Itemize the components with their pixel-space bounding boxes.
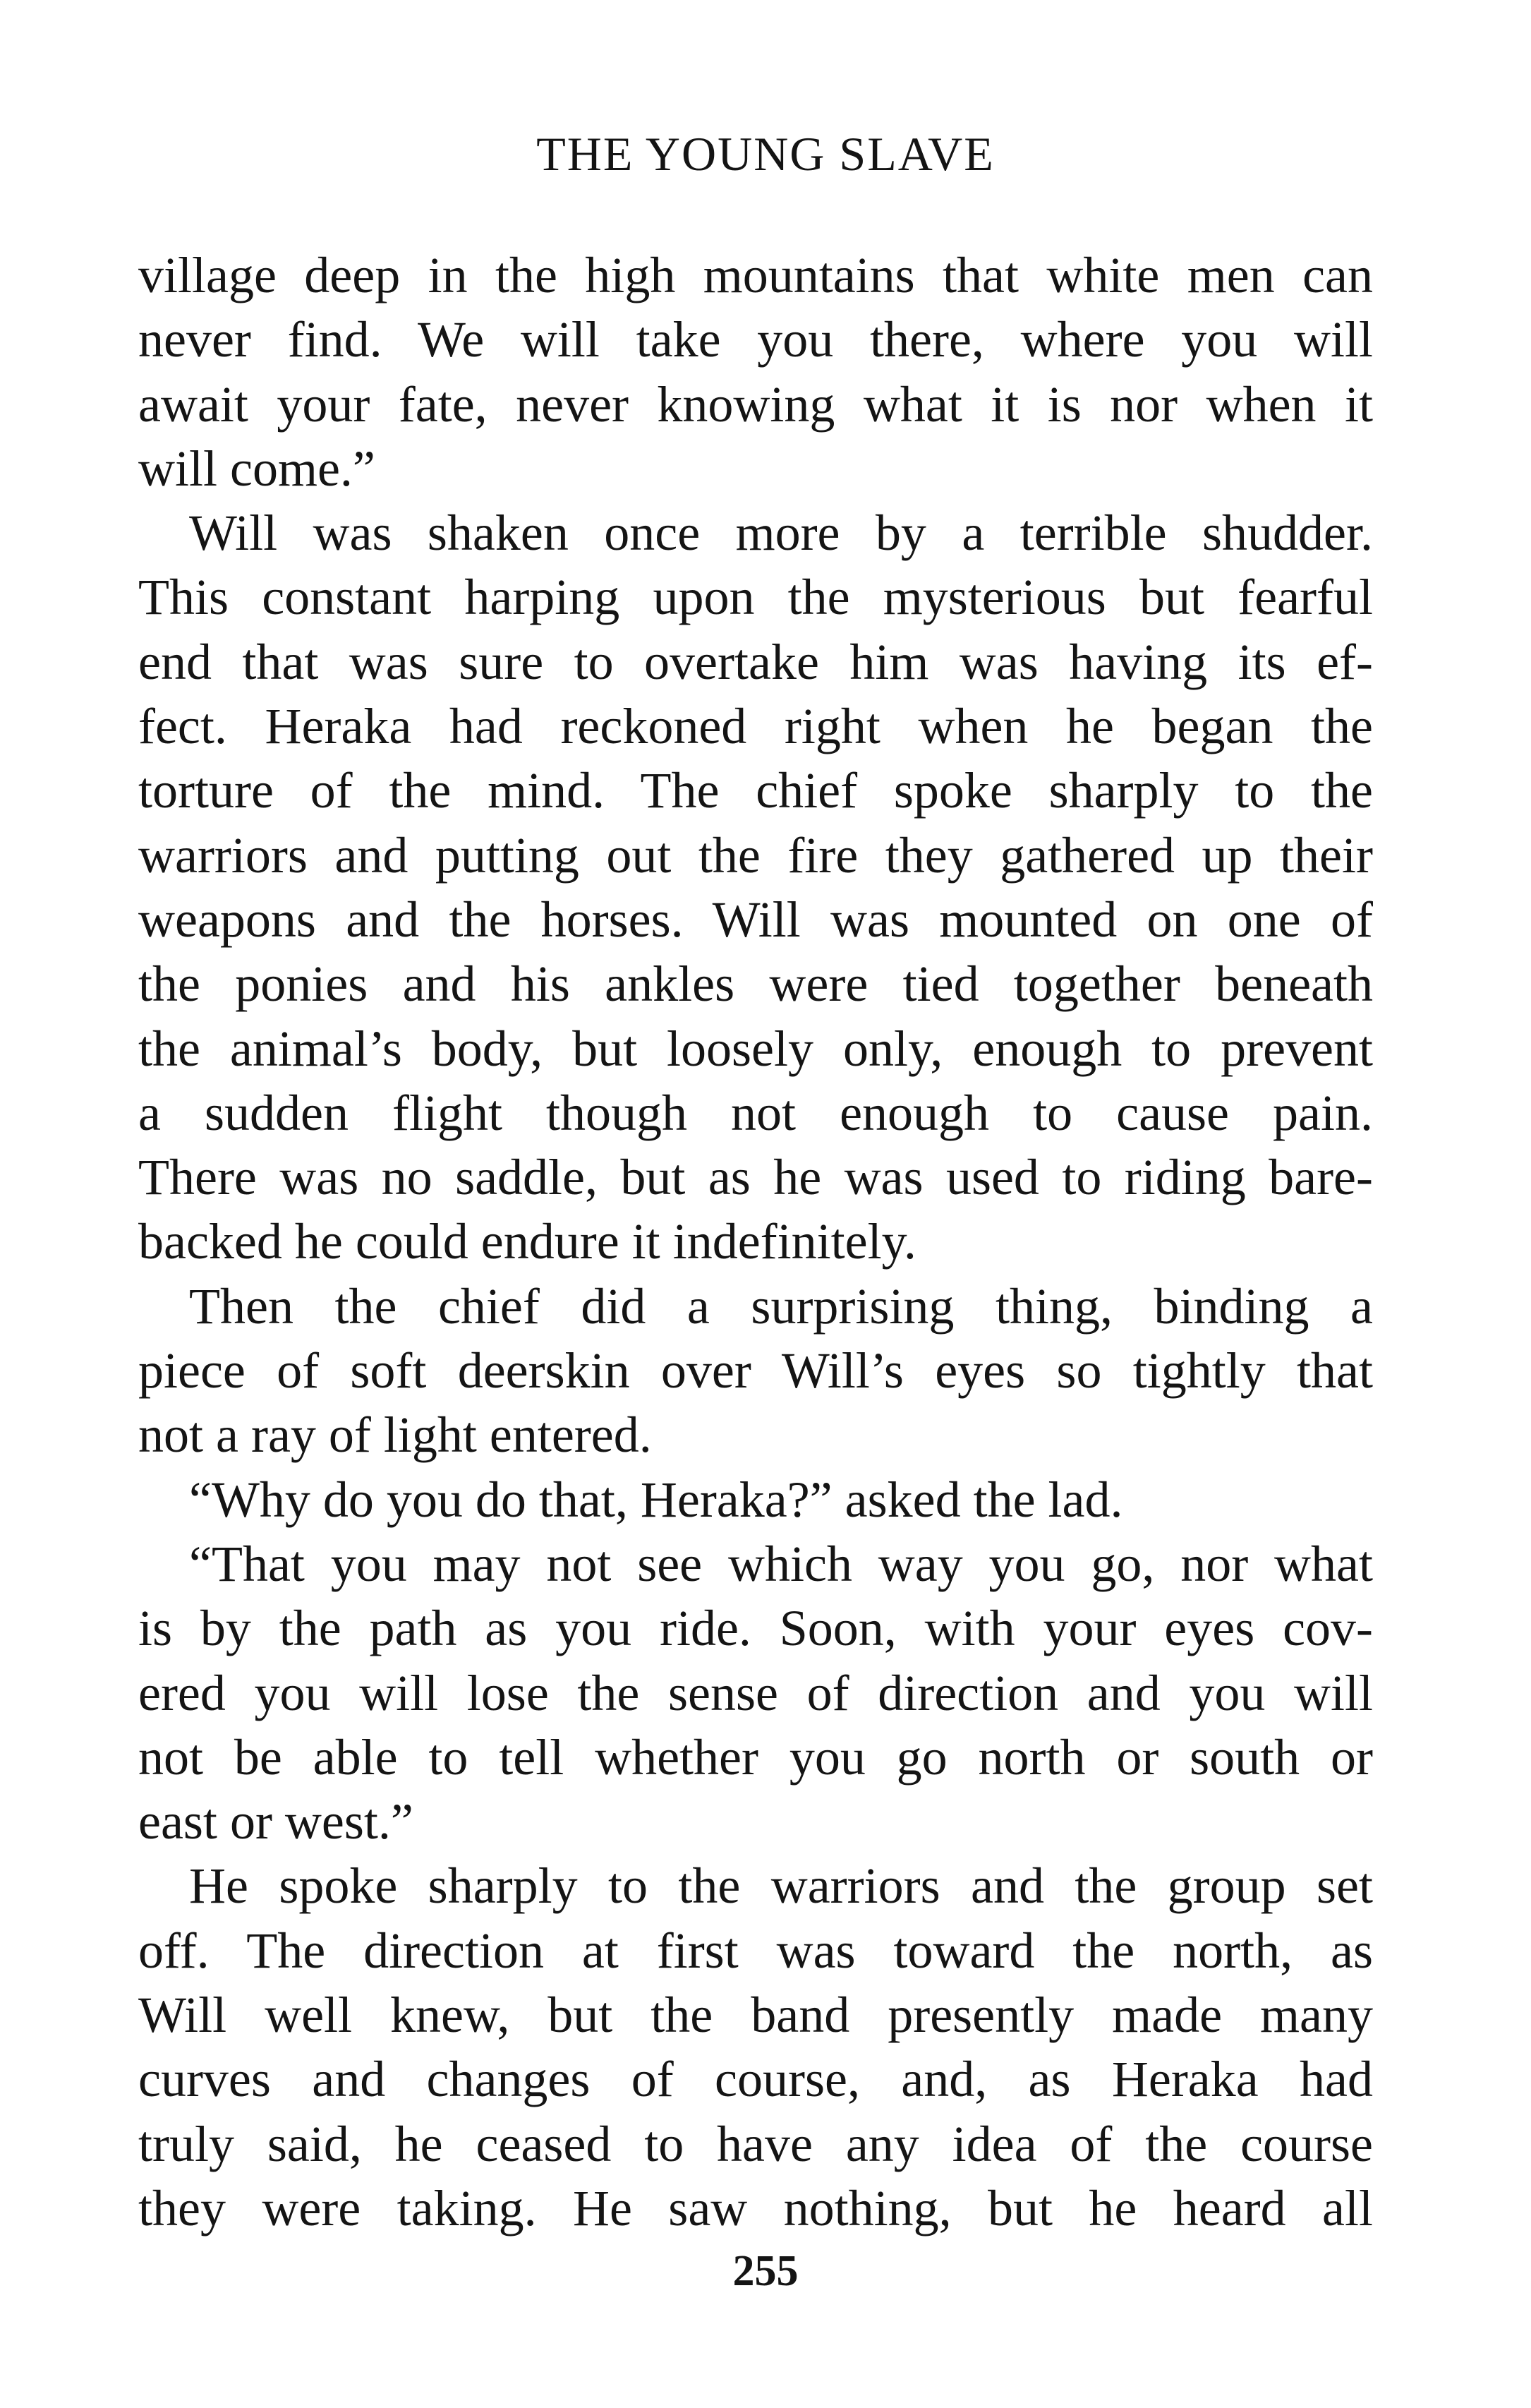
text-line: village deep in the high mountains that white men can (138, 247, 1373, 303)
text-line: await your fate, never knowing what it is nor when it (138, 375, 1373, 433)
text-line: not be able to tell whether you go north or south or (138, 1728, 1373, 1786)
text-line: they were taking. He saw nothing, but he heard all (138, 2179, 1373, 2237)
text-line: Will was shaken once more by a terrible shudder. (189, 505, 1373, 562)
text-line: east or west.” (138, 1793, 413, 1850)
text-line: truly said, he ceased to have any idea of the course (138, 2115, 1373, 2172)
running-head: THE YOUNG SLAVE (536, 127, 995, 181)
text-line: a sudden flight though not enough to cause pain. (138, 1084, 1373, 1141)
text-line: off. The direction at first was toward the north, as (138, 1922, 1373, 1979)
text-line: will come.” (138, 440, 375, 497)
text-line: is by the path as you ride. Soon, with your eyes cov- (138, 1600, 1373, 1657)
body-text (138, 243, 1373, 2241)
text-line: ered you will lose the sense of direction and you will (138, 1664, 1373, 1721)
text-line: This constant harping upon the mysterious but fearful (138, 569, 1373, 626)
text-line: warriors and putting out the fire they gathered up their (138, 826, 1373, 884)
text-line: not a ray of light entered. (138, 1407, 652, 1464)
text-line: There was no saddle, but as he was used to riding bare- (138, 1149, 1373, 1206)
text-line: curves and changes of course, and, as Heraka had (138, 2051, 1373, 2108)
text-line: He spoke sharply to the warriors and the group set (189, 1858, 1373, 1915)
text-line: Will well knew, but the band presently made many (138, 1987, 1373, 2044)
text-line: torture of the mind. The chief spoke sharply to the (138, 762, 1373, 819)
text-line: Then the chief did a surprising thing, binding a (189, 1277, 1373, 1335)
page-number: 255 (732, 2247, 799, 2295)
text-line: weapons and the horses. Will was mounted on one of (138, 891, 1373, 948)
text-line: the animal’s body, but loosely only, enough to prevent (138, 1020, 1373, 1077)
text-line: never find. We will take you there, where you will (138, 311, 1373, 368)
text-line: the ponies and his ankles were tied together beneath (138, 956, 1373, 1013)
text-line: “Why do you do that, Heraka?” asked the lad. (189, 1471, 1123, 1528)
text-line: fect. Heraka had reckoned right when he began the (138, 698, 1373, 755)
text-line: “That you may not see which way you go, nor what (189, 1535, 1373, 1592)
text-line: backed he could endure it indefinitely. (138, 1213, 916, 1270)
text-line: end that was sure to overtake him was having its ef- (138, 633, 1373, 690)
text-line: piece of soft deerskin over Will’s eyes so tightly that (138, 1342, 1373, 1399)
